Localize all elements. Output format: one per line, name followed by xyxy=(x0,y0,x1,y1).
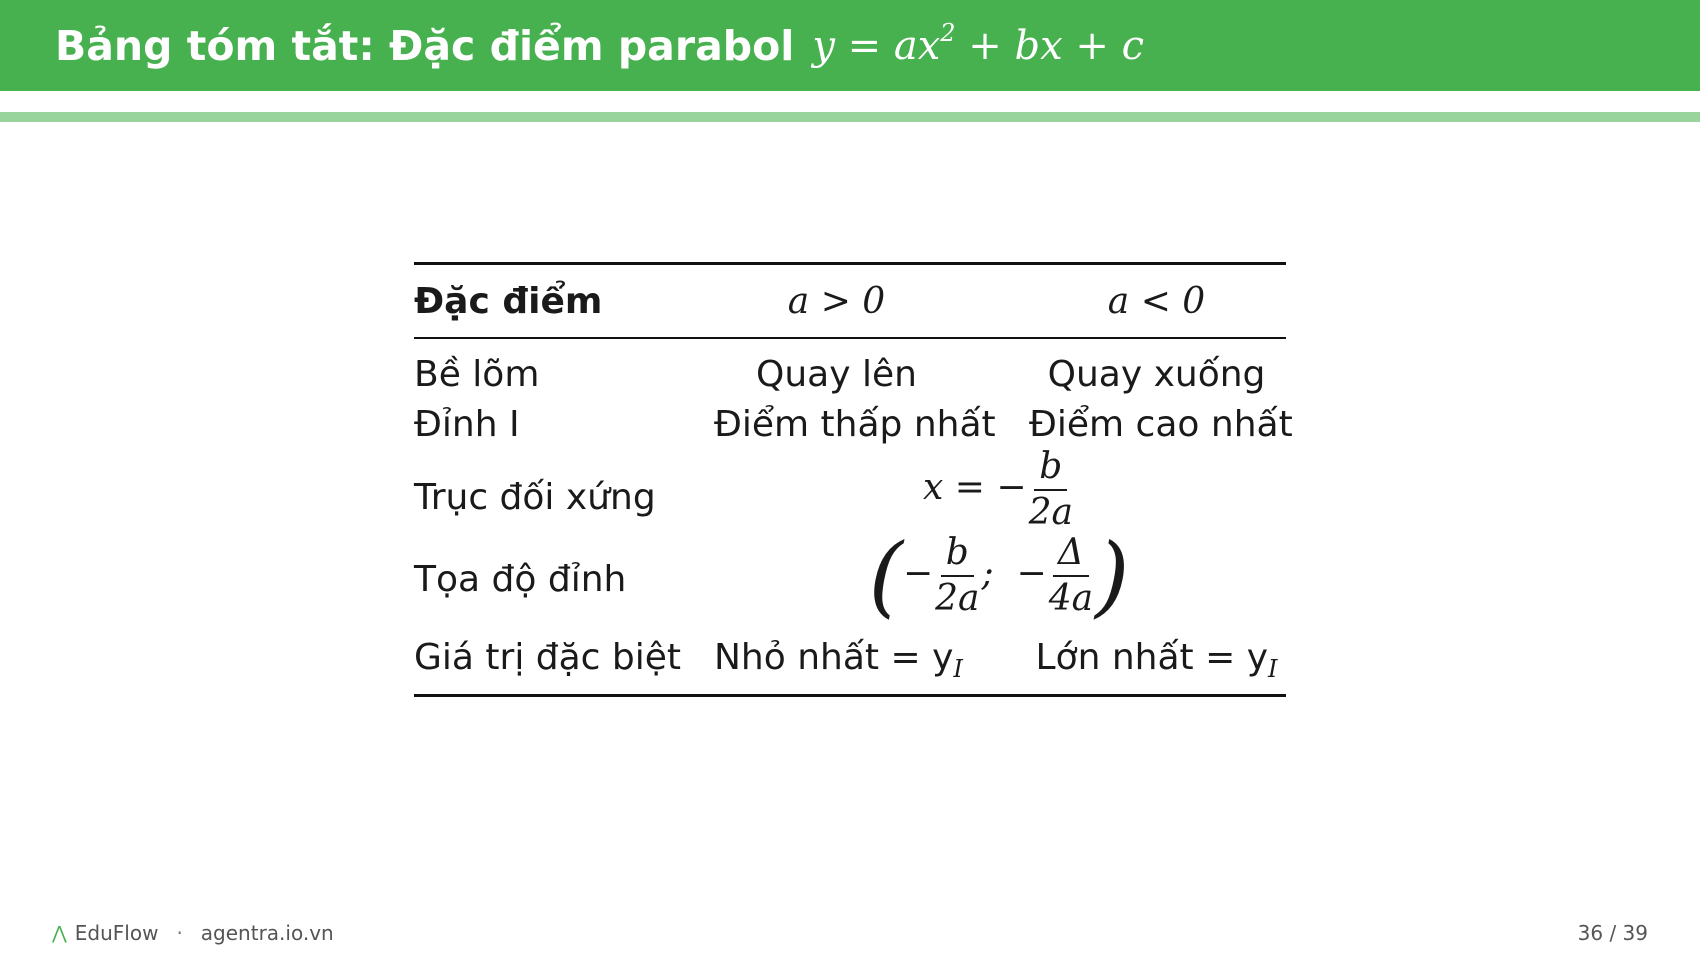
vertex-y-fraction: $\frac{\Delta}{4a}$ xyxy=(1048,532,1094,619)
row-label-vertex: Đỉnh I xyxy=(414,404,520,445)
row-label-axis: Trục đối xứng xyxy=(414,477,656,518)
brand-name: EduFlow xyxy=(74,921,159,945)
vertex-negative: Điểm cao nhất xyxy=(1029,404,1293,445)
table-top-rule xyxy=(414,262,1286,265)
header-a-negative: a < 0 xyxy=(1107,281,1206,322)
extremum-positive: Nhỏ nhất = $y_I$ xyxy=(714,637,963,684)
footer-separator: · xyxy=(176,921,183,945)
axis-formula xyxy=(714,446,1284,533)
row-label-extremum: Giá trị đặc biệt xyxy=(414,637,682,678)
table-bottom-rule xyxy=(414,694,1286,697)
slide-header xyxy=(0,0,1700,91)
header-feature: Đặc điểm xyxy=(414,281,603,322)
table-header-rule xyxy=(414,337,1286,339)
concavity-positive: Quay lên xyxy=(756,354,917,395)
header-a-positive: a > 0 xyxy=(787,281,886,322)
row-label-concavity: Bề lõm xyxy=(414,354,540,395)
vertex-positive: Điểm thấp nhất xyxy=(714,404,996,445)
page-number: 36 / 39 xyxy=(1577,921,1648,945)
axis-fraction: $\frac{b}{2a}$ xyxy=(1028,446,1073,533)
row-label-vertex-coords: Tọa độ đỉnh xyxy=(414,559,627,600)
header-accent-bar xyxy=(0,112,1700,122)
axis-prefix: x = − xyxy=(923,467,1027,508)
title-formula: $y = ax^2$ + bx + c xyxy=(812,18,1145,69)
site-link[interactable]: agentra.io.vn xyxy=(200,921,334,945)
vertex-x-fraction: $\frac{b}{2a}$ xyxy=(935,532,980,619)
vertex-coords-formula: (− $\frac{b}{2a}$ ; − $\frac{\Delta}{4a}$ ) xyxy=(868,524,1130,627)
concavity-negative: Quay xuống xyxy=(1047,354,1266,395)
slide-title: Bảng tóm tắt: Đặc điểm parabol xyxy=(55,21,795,70)
footer-brand xyxy=(52,921,334,945)
extremum-negative: Lớn nhất = $y_I$ xyxy=(1035,637,1278,684)
caret-up-icon: ⋀ xyxy=(52,922,67,944)
